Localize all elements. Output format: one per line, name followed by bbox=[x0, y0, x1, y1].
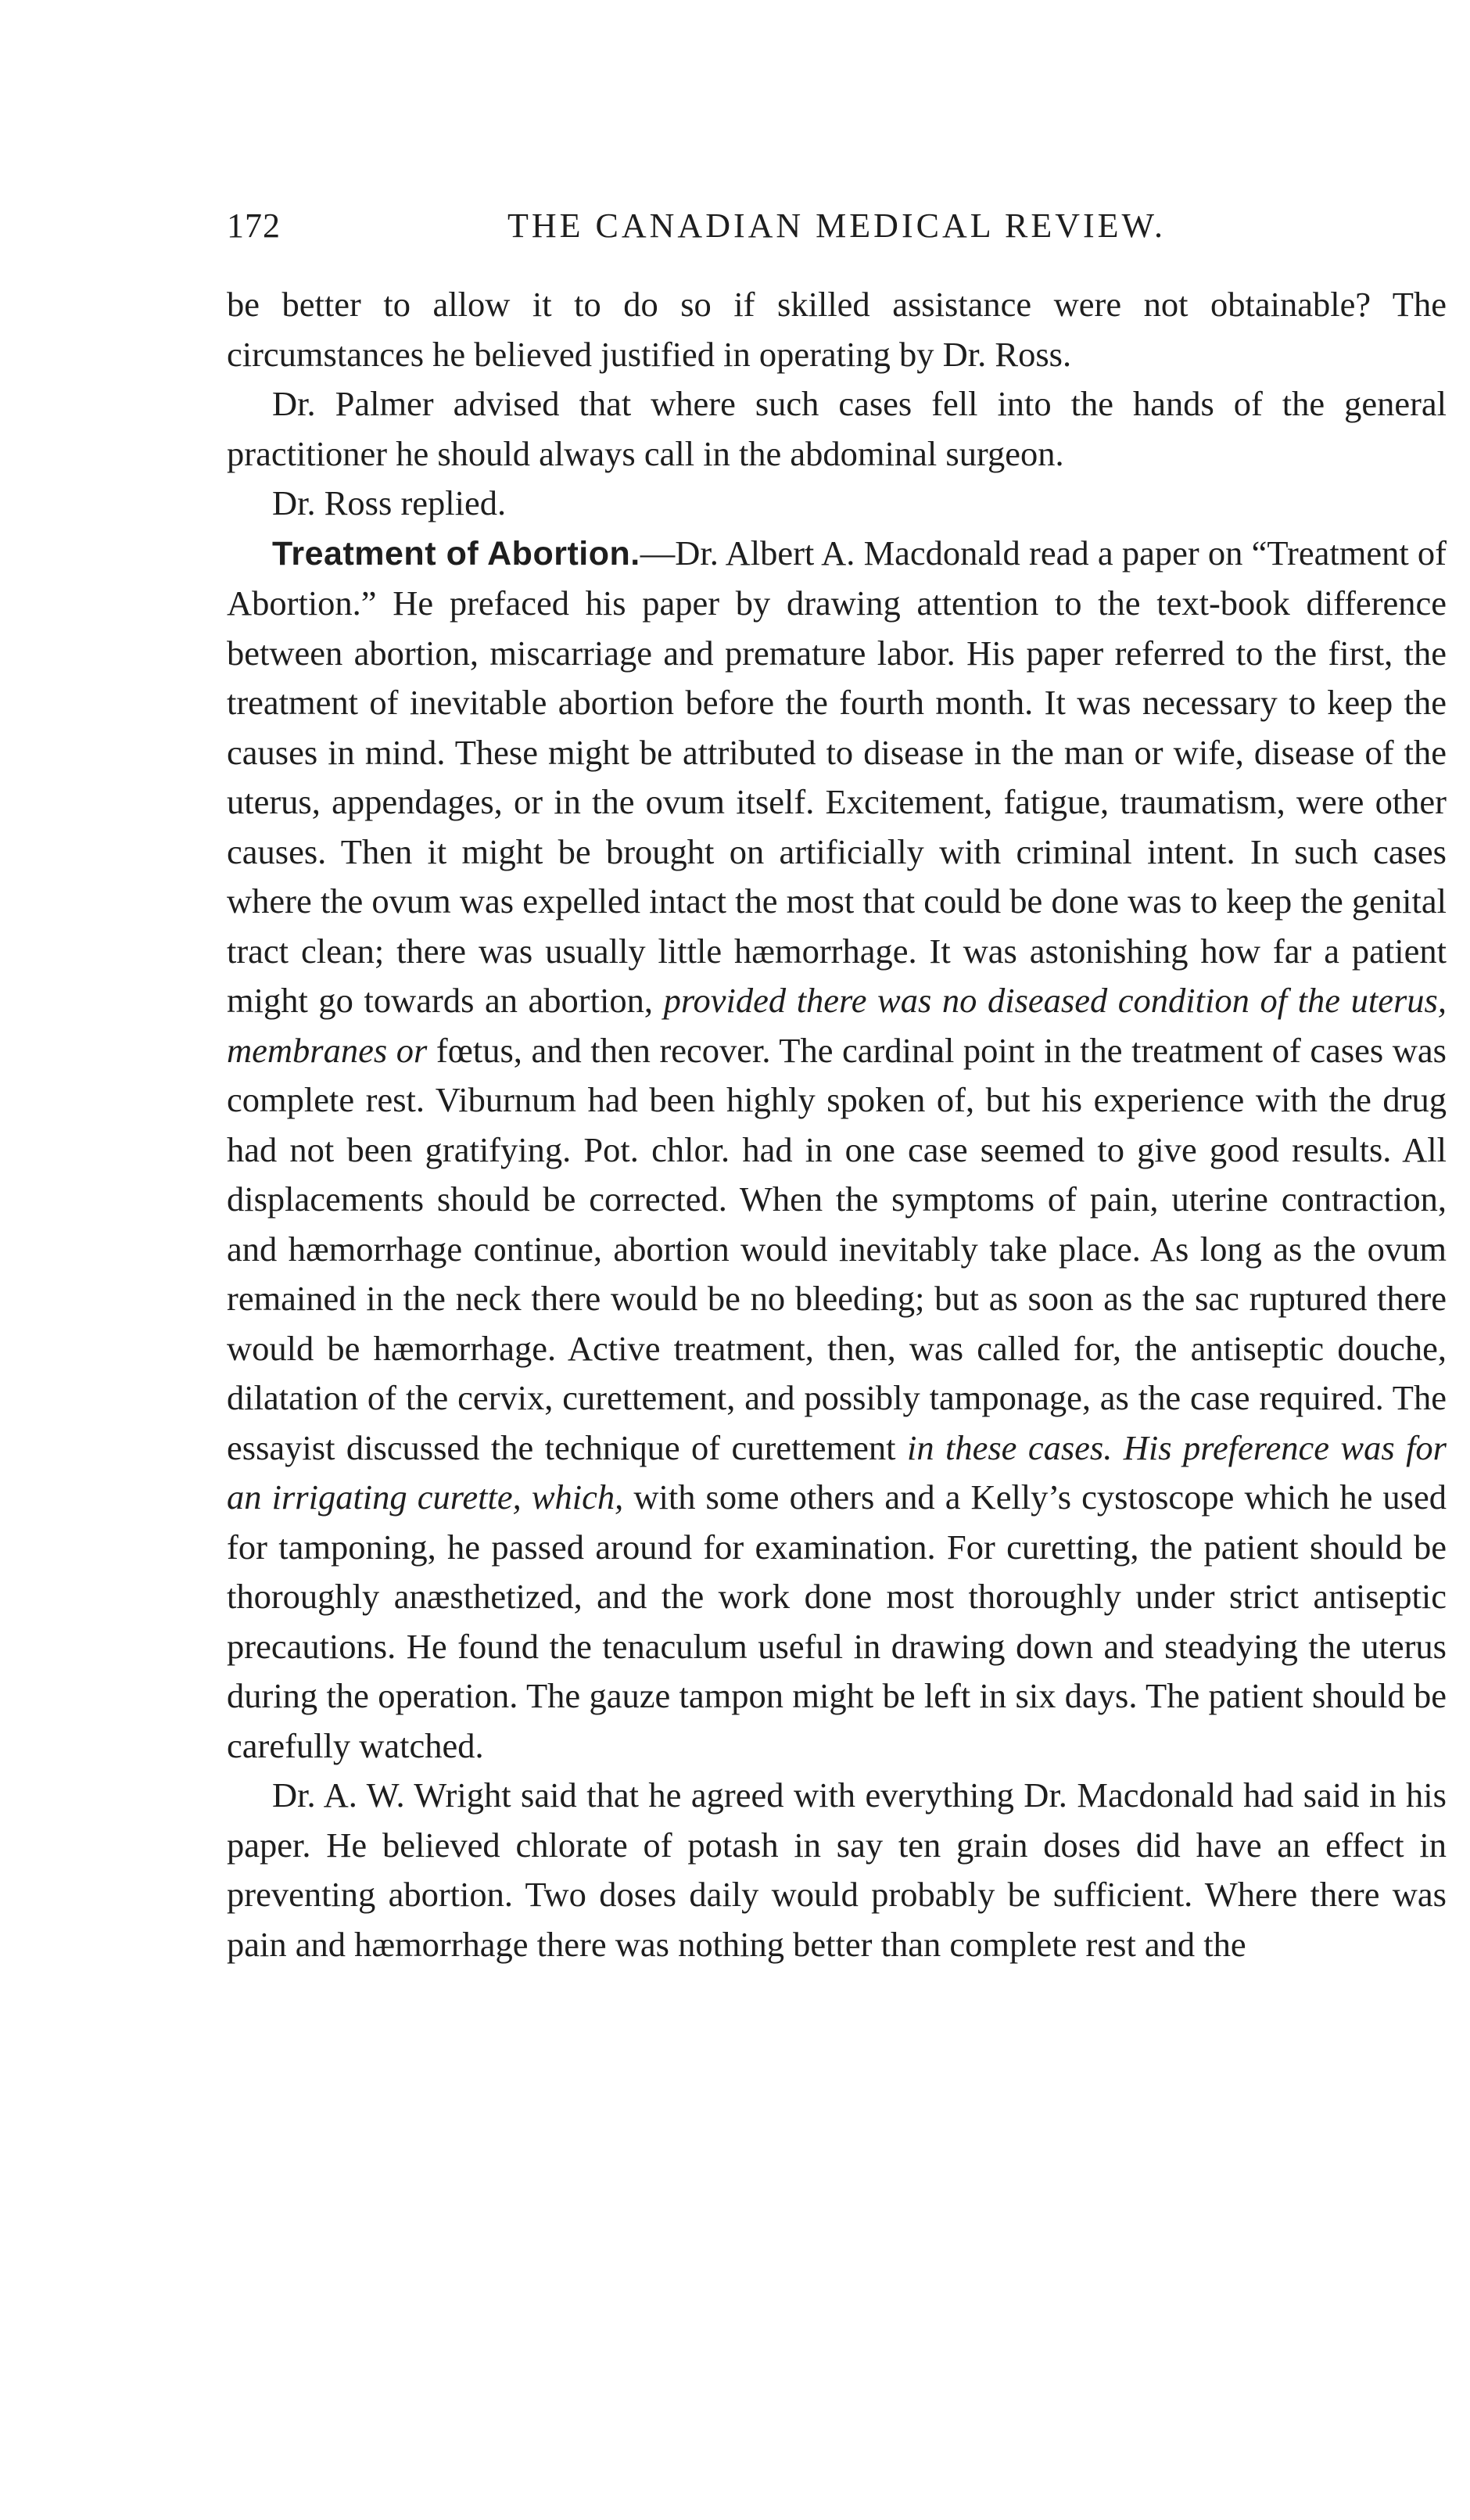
running-head bbox=[227, 202, 1447, 250]
page-number: 172 bbox=[227, 206, 281, 245]
italic-segment: in these cases. His preference was for an irrigating curette, which, bbox=[227, 1427, 1447, 1517]
section-heading: Treatment of Abortion. bbox=[272, 534, 640, 573]
paragraph-continuation: be better to allow it to do so if skilled assistance were not obtainable? The circumstances he believed justified in operating by Dr. Ross. bbox=[227, 285, 1447, 374]
page bbox=[227, 202, 1447, 1969]
text-segment: —Dr. Albert A. Macdonald read a paper on “Treatment of Abortion.” He prefaced his paper by drawing attention to the text-book difference between abortion, miscarriage and premature labor. His paper referred to the first, the treatment of inevitable abortion before the fourth month. It was necessary to keep the causes in mind. These might be attributed to disease in the man or wife, disease of the uterus, appendages, or in the ovum itself. Excitement, fatigue, traumatism, were other causes. Then it might be brought on artificially with criminal intent. In such cases where the ovum was expelled intact the most that could be done was to keep the genital tract clean; there was usually little hæmorrhage. It was astonishing how far a patient might go towards an abortion, bbox=[227, 533, 1447, 1020]
journal-title: THE CANADIAN MEDICAL REVIEW. bbox=[507, 206, 1166, 245]
text-segment: with some others and a Kelly’s cystoscope which he used for tamponing, he passed around for examination. For curetting, the patient should be thoroughly anæsthetized, and the work done most thoroughly under strict antiseptic precautions. He found the tenaculum useful in drawing down and steadying the uterus during the operation. The gauze tampon might be left in six days. The patient should be carefully watched. bbox=[227, 1477, 1447, 1765]
paragraph-palmer: Dr. Palmer advised that where such cases fell into the hands of the general practitioner he should always call in the abdominal surgeon. bbox=[227, 384, 1447, 473]
italic-segment: provided there was no diseased condition of the uterus, membranes or bbox=[227, 981, 1447, 1070]
paragraph-ross-reply: Dr. Ross replied. bbox=[272, 483, 507, 522]
text-segment: fœtus, and then recover. The cardinal point in the treatment of cases was complete rest. Viburnum had been highly spoken of, but his experience with the drug had not been gratifying. Pot. chlor. had in one case seemed to give good results. All displacements should be corrected. When the symptoms of pain, uterine contraction, and hæmorrhage continue, abortion would inevitably take place. As long as the ovum remained in the neck there would be no bleeding; but as soon as the sac ruptured there would be hæmorrhage. Active treatment, then, was called for, the antiseptic douche, dilatation of the cervix, curettement, and possibly tamponage, as the case required. The essayist discussed the technique of curettement bbox=[227, 1030, 1447, 1467]
paragraph-wright: Dr. A. W. Wright said that he agreed with everything Dr. Macdonald had said in his paper. He believed chlorate of potash in say ten grain doses did have an effect in preventing abortion. Two doses daily would probably be sufficient. Where there was pain and hæmorrhage there was nothing better than complete rest and the bbox=[227, 1775, 1447, 1964]
paragraph-treatment-of-abortion bbox=[227, 529, 1447, 1772]
